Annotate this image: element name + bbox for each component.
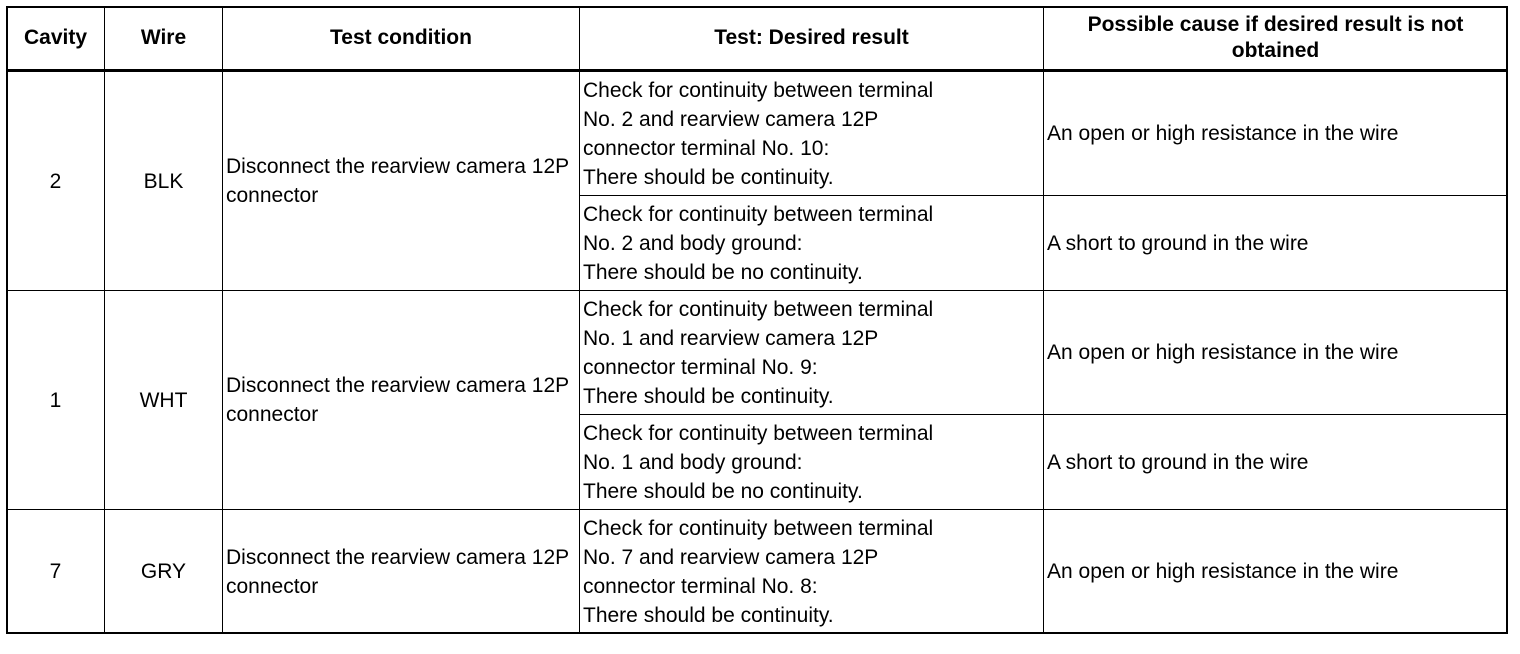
- header-row: [7, 7, 1508, 71]
- test-condition-cell: Disconnect the rearview camera 12P connector: [223, 291, 580, 510]
- test-condition-cell: Disconnect the rearview camera 12P connector: [223, 510, 580, 634]
- wire-color-cell: WHT: [105, 291, 223, 510]
- header-possible-cause: Possible cause if desired result is not obtained: [1044, 7, 1508, 71]
- table-header: [7, 7, 1508, 71]
- desired-result-cell: Check for continuity between terminal No. 1 and body ground: There should be no continuity.: [580, 415, 1044, 510]
- cavity-cell: 2: [7, 71, 105, 291]
- table-row: [7, 291, 1508, 415]
- possible-cause-cell: A short to ground in the wire: [1044, 196, 1508, 291]
- table-row: [7, 71, 1508, 196]
- wire-test-table: [6, 6, 1508, 634]
- possible-cause-cell: A short to ground in the wire: [1044, 415, 1508, 510]
- table-row: [7, 510, 1508, 634]
- table-body: [7, 71, 1508, 634]
- header-cavity: Cavity: [7, 7, 105, 71]
- header-test-condition: Test condition: [223, 7, 580, 71]
- cavity-cell: 1: [7, 291, 105, 510]
- test-condition-cell: Disconnect the rearview camera 12P connector: [223, 71, 580, 291]
- possible-cause-cell: An open or high resistance in the wire: [1044, 71, 1508, 196]
- wire-color-cell: BLK: [105, 71, 223, 291]
- desired-result-cell: Check for continuity between terminal No. 7 and rearview camera 12P connector terminal No. 8: There should be continuity.: [580, 510, 1044, 634]
- wire-color-cell: GRY: [105, 510, 223, 634]
- cavity-cell: 7: [7, 510, 105, 634]
- desired-result-cell: Check for continuity between terminal No. 2 and rearview camera 12P connector terminal No. 10: There should be continuity.: [580, 71, 1044, 196]
- desired-result-cell: Check for continuity between terminal No. 2 and body ground: There should be no continuity.: [580, 196, 1044, 291]
- header-wire: Wire: [105, 7, 223, 71]
- desired-result-cell: Check for continuity between terminal No. 1 and rearview camera 12P connector terminal No. 9: There should be continuity.: [580, 291, 1044, 415]
- possible-cause-cell: An open or high resistance in the wire: [1044, 291, 1508, 415]
- header-desired-result: Test: Desired result: [580, 7, 1044, 71]
- possible-cause-cell: An open or high resistance in the wire: [1044, 510, 1508, 634]
